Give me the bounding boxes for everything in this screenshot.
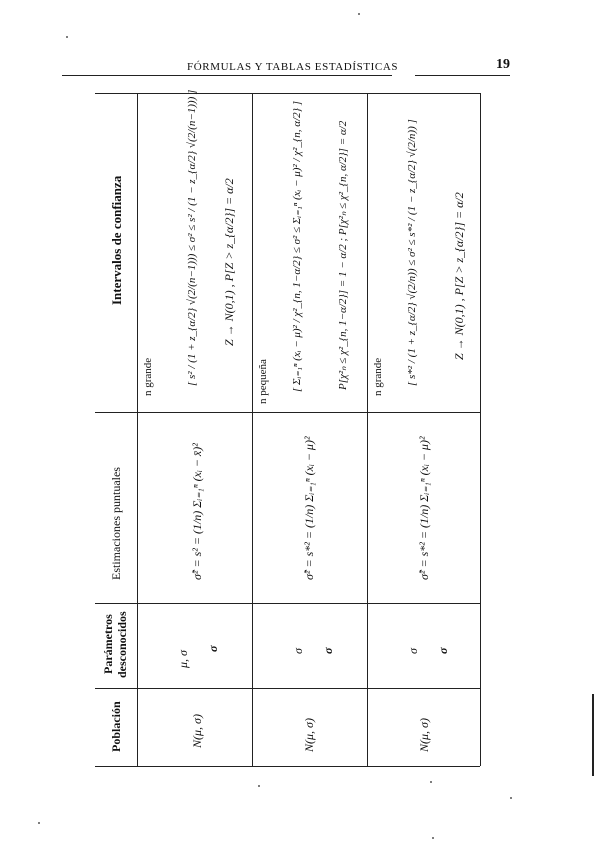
interval-formula: [ Σᵢ₌₁ⁿ (xᵢ − μ)² / χ²_{n, 1−α/2} ≤ σ² ≤ Σᵢ₌₁ⁿ (xᵢ − μ)² / χ²_{n, α/2} ] <box>291 100 303 392</box>
case-label: n grande <box>372 357 384 396</box>
header-rule-right <box>415 75 510 76</box>
scan-speck <box>38 822 40 824</box>
col-header-intervals: Intervalos de confianza <box>109 175 124 305</box>
point-estimate-cell: σ̂² = s*² = (1/n) Σᵢ₌₁ⁿ (xᵢ − μ)² <box>417 436 431 580</box>
col-header-population: Población <box>109 701 123 752</box>
header-column-divider <box>137 93 138 766</box>
header-rule <box>62 75 392 76</box>
scan-speck <box>510 797 512 799</box>
population-cell: N(μ, σ) <box>190 714 204 748</box>
case-label: n pequeña <box>257 359 269 404</box>
interval-condition: P[χ²ₙ ≤ χ²_{n, 1−α/2}] = 1 − α/2 ; P[χ²ₙ ≤ χ²_{n, α/2}] = α/2 <box>337 120 349 390</box>
population-cell: N(μ, σ) <box>417 718 431 752</box>
scan-speck <box>432 837 434 839</box>
scan-edge-mark <box>592 694 594 776</box>
col-sep-params <box>95 603 480 604</box>
table-top-border <box>95 93 480 94</box>
col-header-point: Estimaciones puntuales <box>109 467 123 580</box>
point-estimate-cell: σ̂² = s*² = (1/n) Σᵢ₌₁ⁿ (xᵢ − μ)² <box>302 436 316 580</box>
scan-speck <box>358 13 360 15</box>
col-header-params-line1: Parámetros <box>101 614 115 674</box>
params-cell-b: σ <box>321 647 335 654</box>
params-cell-b: σ <box>436 647 450 654</box>
table-bottom-border <box>95 766 480 767</box>
row-divider-2 <box>367 93 368 766</box>
case-label: n grande <box>142 357 154 396</box>
table-right-border <box>480 93 481 766</box>
params-cell-a: μ, σ <box>176 650 190 668</box>
row-divider-1 <box>252 93 253 766</box>
col-header-params-line2: desconocidos <box>115 611 129 678</box>
interval-condition: Z → N(0,1) , P[Z > z_{α/2}] = α/2 <box>452 192 466 360</box>
scan-speck <box>258 785 260 787</box>
interval-formula: [ s² / (1 + z_{α/2} √(2/(n−1))) ≤ σ² ≤ s² / (1 − z_{α/2} √(2/(n−1))) ] <box>186 89 198 386</box>
params-cell-b: σ <box>206 645 220 652</box>
col-sep-population <box>95 688 480 689</box>
interval-condition: Z → N(0,1) , P[Z > z_{α/2}] = α/2 <box>222 178 236 346</box>
scan-speck <box>430 781 432 783</box>
point-estimate-cell: σ̂² = s² = (1/n) Σᵢ₌₁ⁿ (xᵢ − x̄)² <box>190 443 204 580</box>
params-cell-a: σ <box>406 648 420 654</box>
scan-speck <box>66 36 68 38</box>
interval-formula: [ s*² / (1 + z_{α/2} √(2/n)) ≤ σ² ≤ s*² / (1 − z_{α/2} √(2/n)) ] <box>406 119 418 386</box>
running-title: FÓRMULAS Y TABLAS ESTADÍSTICAS <box>187 61 399 73</box>
population-cell: N(μ, σ) <box>302 718 316 752</box>
col-sep-point <box>95 412 480 413</box>
params-cell-a: σ <box>291 648 305 654</box>
page-number: 19 <box>496 57 510 72</box>
